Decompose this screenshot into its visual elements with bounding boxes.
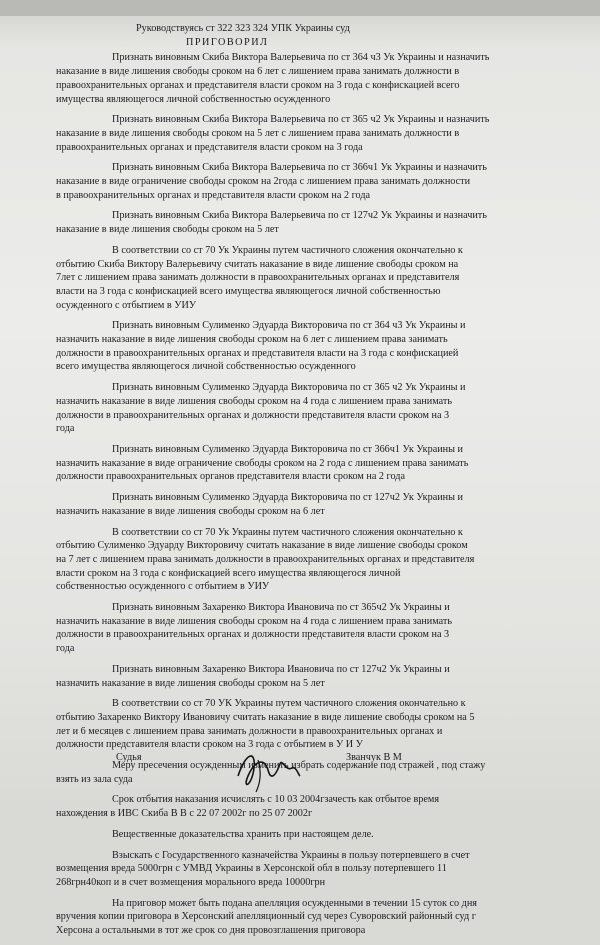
paragraph-line: назначить наказание в виде ограничение свободы сроком на 2 года с лишением права занимать xyxy=(56,457,469,469)
paragraph-line: назначить наказание в виде лишения свободы сроком на 6 лет xyxy=(56,505,325,517)
paragraph-line: Признать виновным Скиба Виктора Валерьевича по ст 127ч2 Ук Украины и назначить xyxy=(112,210,487,222)
paragraph-line: власти на 3 года с конфискацией всего имущества являющегося личной собственностью xyxy=(56,285,441,297)
verdict-paragraph xyxy=(56,443,592,484)
paragraph-line: должности в правоохранительных органах и должности представителя власти сроком на 3 xyxy=(56,629,450,641)
verdict-paragraph xyxy=(56,51,592,106)
verdict-paragraph xyxy=(56,697,592,752)
document-heading: Руководствуясь ст 322 323 324 УПК Украины суд xyxy=(136,23,350,34)
paragraph-line: на 7 лет с лишением права занимать должности в правоохранительных органах и представителя xyxy=(56,553,475,565)
paragraph-line: всего имущества являющегося личной собственностью осужденного xyxy=(56,361,356,373)
paragraph-line: наказание в виде лишения свободы сроком на 5 лет с лишением права занимать должности в xyxy=(56,127,460,139)
paragraph-line: отбытию Захаренко Виктору Ивановичу считать наказание в виде лишение свободы сроком на 5 xyxy=(56,711,475,723)
paragraph-line: Признать виновным Сулименко Эдуарда Викторовича по ст 364 ч3 Ук Украины и xyxy=(112,320,466,332)
paragraph-line: собственностью осужденного с отбытием в УИУ xyxy=(56,581,270,593)
paragraph-line: власти сроком на 3 года с конфискацией всего имущества являющегося личной xyxy=(56,567,401,579)
scan-shadow xyxy=(0,0,600,16)
paragraph-line: взять из зала суда xyxy=(56,773,133,785)
verdict-paragraph xyxy=(56,793,592,820)
paragraph-line: Херсона а остальными в тот же срок со дня провозглашения приговора xyxy=(56,925,366,937)
verdict-paragraph xyxy=(56,849,592,890)
paragraph-line: должности правоохранительных органов представителя власти сроком на 2 года xyxy=(56,471,405,483)
verdict-title: ПРИГОВОРИЛ xyxy=(186,36,269,48)
paragraph-line: В соответствии со ст 70 Ук Украины путем частичного сложения окончательно к xyxy=(112,244,463,256)
verdict-paragraph xyxy=(56,113,592,154)
paragraph-line: наказание в виде ограничение свободы сроком на 2года с лишением права занимать должности xyxy=(56,176,471,188)
paragraph-line: имущества являющегося личной собственностью осужденного xyxy=(56,93,331,105)
paragraph-line: Меру пресечения осужденным изменить избрать содержание под стражей , под стажу xyxy=(112,760,486,772)
verdict-paragraph xyxy=(56,161,592,202)
paragraph-line: В соответствии со ст 70 Ук Украины путем частичного сложения окончательно к xyxy=(112,526,463,538)
paragraph-line: Взыскать с Государственного казначейства Украины в пользу потерпевшего в счет xyxy=(112,849,470,861)
paragraph-line: На приговор может быть подана апелляция осужденными в течении 15 суток со дня xyxy=(112,897,477,909)
paragraph-line: должности представителя власти сроком на 3 года с отбытием в У И У xyxy=(56,739,363,751)
paragraph-line: Признать виновным Скиба Виктора Валерьевича по ст 364 ч3 Ук Украины и назначить xyxy=(112,52,490,64)
paragraph-line: Признать виновным Скиба Виктора Валерьевича по ст 366ч1 Ук Украины и назначить xyxy=(112,162,487,174)
document-page xyxy=(56,22,592,945)
paragraph-line: Признать виновным Сулименко Эдуарда Викторовича по ст 127ч2 Ук Украины и xyxy=(112,492,463,504)
paragraph-line: отбытию Сулименко Эдуарду Викторовичу считать наказание в виде лишение свободы сроком xyxy=(56,540,468,552)
verdict-paragraph xyxy=(56,319,592,374)
verdict-paragraph xyxy=(56,897,592,938)
verdict-paragraph xyxy=(56,759,592,786)
verdict-paragraph xyxy=(56,663,592,690)
paragraph-line: В соответствии со ст 70 УК Украины путем частичного сложения окончательно к xyxy=(112,698,466,710)
paragraph-line: вручения копии приговора в Херсонский апелляционный суд через Суворовский районный суд г xyxy=(56,911,476,923)
paragraph-line: должности в правоохранительных органах и представителя власти на 3 года с конфискацией xyxy=(56,347,459,359)
paragraph-line: Признать виновным Захаренко Виктора Ивановича по ст 365ч2 Ук Украины и xyxy=(112,602,450,614)
paragraph-line: отбытию Скиба Виктору Валерьевичу считать наказание в виде лишение свободы сроком на xyxy=(56,258,459,270)
verdict-paragraph xyxy=(56,526,592,595)
paragraph-line: Вещественные доказательства хранить при настоящем деле. xyxy=(112,828,374,840)
paragraph-line: назначить наказание в виде лишения свободы сроком на 4 года с лишением права занимать xyxy=(56,395,452,407)
paragraph-line: Признать виновным Сулименко Эдуарда Викторовича по ст 366ч1 Ук Украины и xyxy=(112,443,463,455)
paragraph-line: наказание в виде лишения свободы сроком на 5 лет xyxy=(56,224,279,236)
paragraph-line: года xyxy=(56,643,75,655)
paragraph-line: правоохранительных органах и представителя власти сроком на 3 года с конфискацией всего xyxy=(56,79,460,91)
judge-name: Званчук В М xyxy=(346,752,402,763)
verdict-paragraph xyxy=(56,381,592,436)
paragraph-line: правоохранительных органах и представителя власти сроком на 3 года xyxy=(56,141,363,153)
paragraph-line: наказание в виде лишения свободы сроком на 6 лет с лишением права занимать должности в xyxy=(56,66,460,78)
paragraph-line: Признать виновным Захаренко Виктора Ивановича по ст 127ч2 Ук Украины и xyxy=(112,663,450,675)
verdict-paragraph xyxy=(56,601,592,656)
verdict-paragraph xyxy=(56,491,592,518)
paragraph-line: назначить наказание в виде лишения свободы сроком на 4 года с лишением права занимать xyxy=(56,615,452,627)
paragraph-line: осужденного с отбытием в УИУ xyxy=(56,299,197,311)
paragraph-line: 7лет с лишением права занимать должности в правоохранительных органах и представителя xyxy=(56,272,460,284)
paragraph-line: Признать виновным Скиба Виктора Валерьевича по ст 365 ч2 Ук Украины и назначить xyxy=(112,114,490,126)
handwritten-signature xyxy=(234,746,304,794)
paragraph-line: лет и 6 месяцев с лишением права занимать должности в правоохранительных органах и xyxy=(56,725,443,737)
paragraph-line: возмещения вреда 5000грн с УМВД Украины в Херсонской обл в пользу потерпевшего 11 xyxy=(56,863,447,875)
verdict-paragraph xyxy=(56,209,592,236)
paragraph-line: должности в правоохранительных органах и должности представителя власти сроком на 3 xyxy=(56,409,450,421)
paragraph-line: Срок отбытия наказания исчислять с 10 03 2004гзачесть как отбытое время xyxy=(112,794,440,806)
paragraph-line: назначить наказание в виде лишения свободы сроком на 5 лет xyxy=(56,677,325,689)
judge-label: Судья xyxy=(116,752,142,763)
verdict-body xyxy=(56,51,592,937)
verdict-paragraph xyxy=(56,828,592,842)
verdict-paragraph xyxy=(56,244,592,313)
paragraph-line: года xyxy=(56,423,75,435)
paragraph-line: 268грн40коп и в счет возмещения морального вреда 10000грн xyxy=(56,876,326,888)
paragraph-line: нахождения в ИВС Скиба В В с 22 07 2002г по 25 07 2002г xyxy=(56,808,313,820)
paragraph-line: Признать виновным Сулименко Эдуарда Викторовича по ст 365 ч2 Ук Украины и xyxy=(112,382,466,394)
paragraph-line: в правоохранительных органах и представителя власти сроком на 2 года xyxy=(56,189,371,201)
paragraph-line: назначить наказание в виде лишения свободы сроком на 6 лет с лишением права занимать xyxy=(56,334,448,346)
